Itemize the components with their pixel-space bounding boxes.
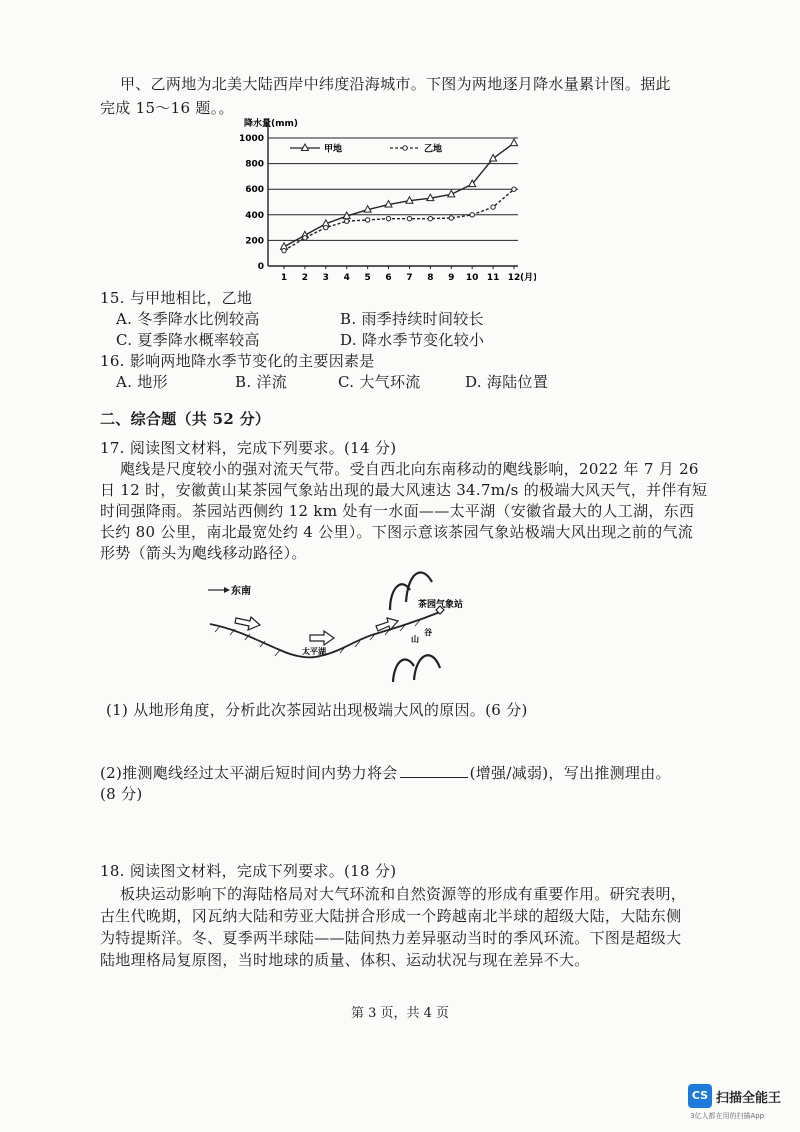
q17-sub-2-part-a: (2)推测飑线经过太平湖后短时间内势力将会 (100, 764, 398, 782)
q17-sub-1: (1) 从地形角度，分析此次茶园站出现极端大风的原因。(6 分) (106, 701, 528, 719)
q16-stem: 16. 影响两地降水季节变化的主要因素是 (100, 352, 375, 370)
valley-label-2: 谷 (424, 628, 432, 637)
y-tick-label: 800 (245, 159, 264, 170)
q15-stem: 15. 与甲地相比，乙地 (100, 289, 253, 307)
precipitation-chart (236, 114, 536, 286)
x-axis-unit: (月) (520, 273, 536, 283)
camscanner-logo-icon: CS (688, 1084, 712, 1108)
x-tick-label: 10 (465, 273, 479, 283)
x-tick-label: 4 (343, 273, 350, 283)
q17-stem: 17. 阅读图文材料，完成下列要求。(14 分) (100, 439, 397, 457)
intro-line-1: 甲、乙两地为北美大陆西岸中纬度沿海城市。下图为两地逐月降水量累计图。据此 (120, 75, 671, 93)
data-point (345, 219, 349, 223)
y-tick-label: 1000 (238, 134, 264, 144)
x-tick-label: 9 (448, 273, 455, 283)
q18-stem: 18. 阅读图文材料，完成下列要求。(18 分) (100, 862, 397, 880)
data-point (470, 213, 474, 217)
section-heading: 二、综合题（共 52 分） (100, 410, 271, 428)
x-tick-label: 6 (385, 273, 392, 283)
q17-sub-2-part-b: (增强/减弱)，写出推测理由。 (469, 764, 671, 782)
direction-arrow-icon (208, 587, 230, 593)
q18-para-3: 为特提斯洋。冬、夏季两半球陆——陆间热力差异驱动当时的季风环流。下图是超级大 (100, 929, 682, 947)
y-tick-label: 0 (257, 262, 264, 272)
q17-para-1: 飑线是尺度较小的强对流天气带。受自西北向东南移动的飑线影响，2022 年 7 月 26 (120, 460, 699, 478)
x-tick-label: 11 (486, 273, 500, 283)
q17-sub-2-score: (8 分) (100, 785, 143, 803)
q17-para-5: 形势（箭头为飑线移动路径）。 (100, 544, 307, 562)
watermark-subtitle: 3亿人都在用的扫描App (690, 1112, 765, 1120)
q17-sub-2 (100, 762, 671, 783)
y-tick-label: 200 (245, 236, 264, 247)
q17-para-2: 日 12 时，安徽黄山某茶园气象站出现的最大风速达 34.7m/s 的极端大风天气，并伴有短 (100, 481, 708, 499)
x-tick-label: 3 (322, 273, 329, 283)
x-tick-label: 12 (507, 273, 521, 283)
data-point (428, 216, 432, 220)
q16-option-b: B. 洋流 (235, 373, 288, 391)
lake-label: 太平湖 (302, 647, 326, 656)
data-point (511, 139, 518, 146)
y-tick-label: 400 (245, 210, 264, 221)
q16-option-c: C. 大气环流 (338, 373, 421, 391)
q15-option-a: A. 冬季降水比例较高 (116, 310, 260, 328)
airflow-arrow-icon (376, 618, 398, 631)
data-point (490, 154, 497, 161)
answer-blank[interactable] (400, 763, 468, 778)
legend-label: 乙地 (424, 144, 443, 155)
precipitation-chart-svg (236, 114, 536, 286)
data-point (449, 216, 453, 220)
q16-option-d: D. 海陆位置 (465, 373, 549, 391)
squall-line-diagram (200, 562, 490, 687)
y-tick-label: 600 (245, 185, 264, 196)
q18-para-2: 古生代晚期，冈瓦纳大陆和劳亚大陆拼合形成一个跨越南北半球的超级大陆，大陆东侧 (100, 907, 682, 925)
legend-label: 甲地 (324, 144, 343, 155)
q17-para-4: 长约 80 公里，南北最宽处约 4 公里）。下图示意该茶园气象站极端大风出现之前的气流 (100, 523, 694, 541)
q18-para-4: 陆地理格局复原图，当时地球的质量、体积、运动状况与现在差异不大。 (100, 951, 590, 969)
q15-option-d: D. 降水季节变化较小 (340, 331, 485, 349)
squall-line-diagram-svg (200, 562, 490, 687)
x-tick-label: 8 (427, 273, 434, 283)
q18-para-1: 板块运动影响下的海陆格局对大气环流和自然资源等的形成有重要作用。研究表明， (120, 885, 687, 903)
legend-marker (403, 146, 407, 150)
legend-marker (302, 144, 309, 151)
valley-label-1: 山 (411, 635, 419, 644)
y-axis-label: 降水量(mm) (244, 119, 298, 129)
page-footer: 第 3 页，共 4 页 (350, 1006, 450, 1021)
data-point (365, 218, 369, 222)
x-tick-label: 2 (301, 273, 309, 283)
scanner-watermark (688, 1084, 798, 1124)
x-tick-label: 1 (280, 273, 288, 283)
watermark-name: 扫描全能王 (716, 1091, 782, 1106)
q16-option-a: A. 地形 (116, 373, 168, 391)
airflow-arrow-icon (235, 617, 260, 630)
data-point (407, 216, 411, 220)
x-tick-label: 5 (364, 273, 371, 283)
airflow-arrow-icon (310, 631, 334, 645)
q17-para-3: 时间强降雨。茶园站西侧约 12 km 处有一水面——太平湖（安徽省最大的人工湖，东西 (100, 502, 695, 520)
data-point (324, 225, 328, 229)
station-label: 茶园气象站 (418, 600, 464, 610)
data-point (282, 248, 286, 252)
x-tick-label: 7 (406, 273, 413, 283)
intro-line-2: 完成 15～16 题。。 (100, 99, 234, 117)
data-point (386, 216, 390, 220)
direction-label: 东南 (231, 586, 251, 597)
series-line-2 (284, 189, 514, 250)
q15-option-b: B. 雨季持续时间较长 (340, 310, 484, 328)
data-point (303, 236, 307, 240)
q15-option-c: C. 夏季降水概率较高 (116, 331, 260, 349)
series-line-1 (284, 143, 514, 247)
data-point (512, 187, 516, 191)
data-point (491, 205, 495, 209)
